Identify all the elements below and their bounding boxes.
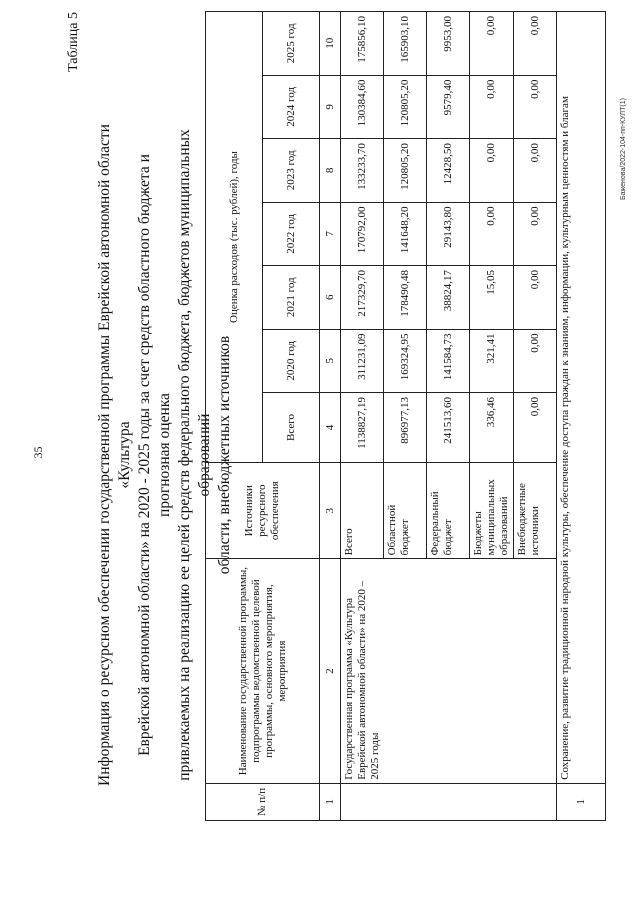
source-cell: Всего	[341, 463, 384, 559]
value-cell: 0,00	[514, 75, 557, 138]
value-cell: 321,41	[470, 329, 514, 392]
value-cell: 896977,13	[384, 393, 427, 463]
program-num	[341, 783, 557, 820]
value-cell: 133233,70	[341, 139, 384, 202]
index-cell: 7	[320, 202, 341, 265]
value-cell: 12428,50	[427, 139, 470, 202]
value-cell: 0,00	[514, 139, 557, 202]
value-cell: 165903,10	[384, 12, 427, 76]
value-cell: 336,46	[470, 393, 514, 463]
value-cell: 120805,20	[384, 75, 427, 138]
value-cell: 29143,80	[427, 202, 470, 265]
heading-line-3: привлекаемых на реализацию ее целей средств федерального бюджета, бюджетов муниципальных образований	[176, 129, 213, 781]
page-number: 35	[31, 446, 45, 459]
source-cell: Бюджеты муниципальных образований	[470, 463, 514, 559]
index-cell: 2	[320, 559, 341, 783]
footer-note: Баженова/2022-104-пп-КУЛТ(1)	[620, 98, 627, 200]
header-2021: 2021 год	[263, 266, 320, 329]
value-cell: 217329,70	[341, 266, 384, 329]
source-cell: Внебюджетные источники	[514, 463, 557, 559]
header-2020: 2020 год	[263, 329, 320, 392]
section-num: 1	[557, 783, 606, 820]
table-row	[341, 12, 384, 821]
index-cell: 8	[320, 139, 341, 202]
index-cell: 3	[320, 463, 341, 559]
header-name: Наименование государственной программы, подпрограммы ведомственной целевой программы, основного мероприятия, мероприятия	[206, 559, 320, 783]
source-cell: Областной бюджет	[384, 463, 427, 559]
section-text: Сохранение, развитие традиционной народной культуры, обеспечение доступа граждан к знаниям, информации, культурным ценностям и благам	[557, 12, 606, 784]
header-2024: 2024 год	[263, 75, 320, 138]
value-cell: 9953,00	[427, 12, 470, 76]
index-cell: 4	[320, 393, 341, 463]
index-cell: 9	[320, 75, 341, 138]
header-num: № п/п	[206, 783, 320, 820]
index-cell: 5	[320, 329, 341, 392]
heading-line-1: Информация о ресурсном обеспечении государственной программы Еврейской автономной области «Культура	[96, 124, 133, 786]
value-cell: 38824,17	[427, 266, 470, 329]
index-cell: 10	[320, 12, 341, 76]
value-cell: 141648,20	[384, 202, 427, 265]
value-cell: 9579,40	[427, 75, 470, 138]
program-name: Государственная программа «Культура Еврейской автономной области» на 2020 – 2025 годы	[341, 559, 557, 783]
value-cell: 0,00	[470, 12, 514, 76]
value-cell: 0,00	[470, 139, 514, 202]
header-2022: 2022 год	[263, 202, 320, 265]
value-cell: 311231,09	[341, 329, 384, 392]
value-cell: 15,05	[470, 266, 514, 329]
value-cell: 178490,48	[384, 266, 427, 329]
value-cell: 170792,00	[341, 202, 384, 265]
header-2023: 2023 год	[263, 139, 320, 202]
source-cell: Федеральный бюджет	[427, 463, 470, 559]
table-label: Таблица 5	[66, 12, 81, 72]
value-cell: 175856,10	[341, 12, 384, 76]
value-cell: 0,00	[514, 393, 557, 463]
value-cell: 0,00	[514, 12, 557, 76]
header-2025: 2025 год	[263, 12, 320, 76]
header-source: Источники ресурсного обеспечения	[206, 463, 320, 559]
value-cell: 0,00	[514, 329, 557, 392]
value-cell: 169324,95	[384, 329, 427, 392]
value-cell: 241513,60	[427, 393, 470, 463]
table-row	[557, 12, 606, 821]
value-cell: 1138827,19	[341, 393, 384, 463]
heading-line-2: Еврейской автономной области» на 2020 - 2025 годы за счет средств областного бюджета и прогнозная оценка	[136, 154, 173, 756]
index-cell: 1	[320, 783, 341, 820]
value-cell: 120805,20	[384, 139, 427, 202]
resource-table	[205, 11, 606, 821]
value-cell: 141584,73	[427, 329, 470, 392]
value-cell: 0,00	[470, 202, 514, 265]
index-cell: 6	[320, 266, 341, 329]
header-estimate: Оценка расходов (тыс. рублей), годы	[206, 12, 263, 463]
value-cell: 0,00	[514, 266, 557, 329]
value-cell: 0,00	[514, 202, 557, 265]
header-total: Всего	[263, 393, 320, 463]
value-cell: 130384,60	[341, 75, 384, 138]
value-cell: 0,00	[470, 75, 514, 138]
heading-line-4: области, внебюджетных источников	[216, 335, 233, 575]
